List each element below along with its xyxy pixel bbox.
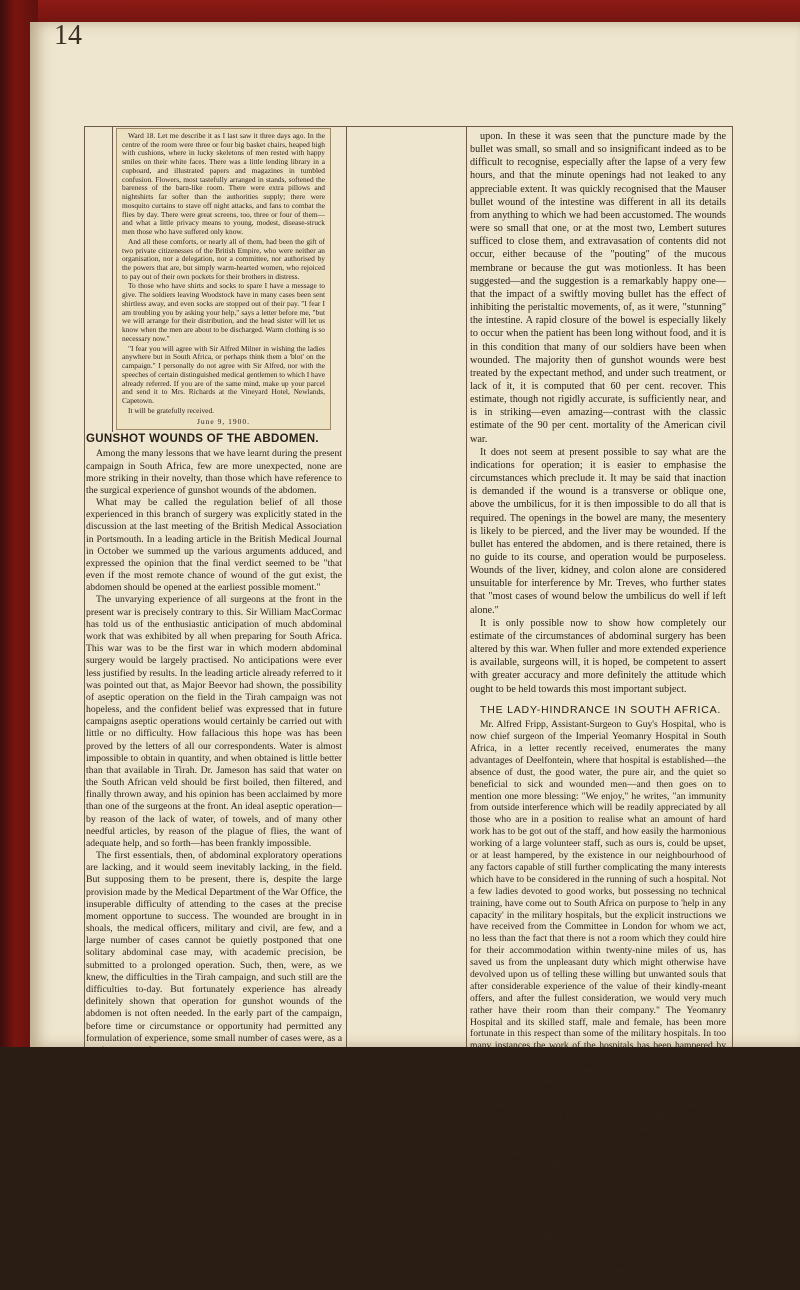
center-rule (346, 126, 347, 1047)
article-paragraph-2: What may be called the regulation belief of all those experienced in this branch of surgery was explicitly stated in the discussion at the last meeting of the British Medical Association in Portsmouth. In a leading article in the British Medical Journal in October we summed up the various arguments adduced, and expressed the opinion that the final verdict seemed to be "that even if the most remote chance of wound of the gut exist, the abdomen should be opened at the earliest possible moment." (86, 497, 342, 594)
page-number: 14 (54, 20, 82, 51)
continuation-paragraph-2: It does not seem at present possible to say what are the indications for operation; it is easier to emphasise the circumstances which preclude it. It may be said that inaction is demanded if the wound is a transverse or oblique one, above the umbilicus, for it is then impossible to do all that is required. The openings in the bowel are many, the mesentery is likely to be pierced, and the liver may be wounded. If the bullet has entered the abdomen, and is there retained, there is no guide to its course, and operation would be purposeless. Wounds of the liver, kidney, and colon alone are considered unsuitable for interference by Mr. Treves, who further states that "most cases of wound below the umbilicus do well if left alone." (470, 446, 726, 616)
inset-paragraph-3: To those who have shirts and socks to spare I have a message to give. The soldiers leaving Woodstock have in many cases been sent shirtless away, and even socks are stopped out of their pay. "I fear I am troubling you by asking your help," says a letter before me, "but we will arrange for their distribution, and the head sister will let us know when the men are about to be discharged. Warm clothing is so necessary now." (122, 281, 325, 343)
top-rule (84, 126, 732, 127)
right-center-rule (466, 126, 467, 1047)
lady-hindrance-paragraph: Mr. Alfred Fripp, Assistant-Surgeon to Guy's Hospital, who is now chief surgeon of the Imperial Yeomanry Hospital in South Africa, in a letter recently received, enumerates the many advantages of Deelfontein, where that hospital is established—the absence of dust, the good water, the pure air, and the quiet so beneficial to sick and wounded men—and then goes on to mention one more blessing: "We enjoy," he writes, "an immunity from outside interference which will be readily appreciated by all those who are in a position to realise what an amount of hard work has to be got out of the staff, and how easily the harmonious working of a large volunteer staff, such as ours is, could be upset, or at least hampered, by the existence in our neighbourhood of any factors capable of still further complicating the many interests which have to be considered in the running of such a hospital. Not a few ladies devoted to good works, but possessing no technical training, have come out to South Africa on purpose to 'help in any capacity' in the military hospitals, but the explicit instructions we have received from the Committee in London for whom we act, no less than the fact that there is not a room which they could hire for their accommodation within twenty-nine miles of us, has saved us from the unpleasant duty which might otherwise have devolved upon us of telling these willing but unwanted souls that after considerable experience of the value of their kindly-meant offers, and after the fullest consideration, we would very much rather have their room than their company." The Yeomanry Hospital and its skilled staff, male and female, has been more fortunate in this respect than some of the military hospitals. In too many instances the work of the hospitals has been hampered by the incursions of ladies who, while eager to pose as Florence Nightingales, have failed to make themselves acquainted with the most elementary rules of good nursing, and have even refused to obey strict instructions issued in the interests of the patients. Defeated at Capetown and repulsed from Bloemfontein, this "monstrous regiment of women" is now, it would appear, finding its way back to this country, and is commencing a campaign of vengeance against the medical authorities who have had to discharge the disagreeable duty of telling them that they were hindrances and not helps. What success they may have in this new enterprise it is difficult to foresee, but it must be obvious to every man and woman possessed of the common sense which these ladies seem plentifully to lack that the extreme measures which it was found necessary to take would not have been put in force, and the official warning which Sir Alfred Milner issued would not have been promulgated, had it not been found absolutely necessary to take strong measures for the protection of the sick and wounded men in the hospitals, who have a right to expect that they shall be saved from the unsolicited attentions of fashionable ladies in search of a new sensation. (470, 719, 726, 1290)
article-gunshot-wounds (86, 432, 342, 1056)
article-paragraph-3: The unvarying experience of all surgeons at the front in the present war is precisely contrary to this. Sir William MacCormac has told us of the enthusiastic anticipation of much abdominal work that was exhibited by all when preparing for South Africa. This war was to be the first war in which modern abdominal surgery would be largely practised. No anticipations were ever less justified by results. In the leading article already referred to it was pointed out that, as Major Beevor had shown, the possibility of aseptic operation on the field in the Tirah campaign was not hopeless, and the confident belief was expressed that in future campaigns aseptic operations would certainly be carried out with little or no difficulty. How fallacious this hope was has been proved by the letters of all our correspondents. Water is almost impossible to obtain in quantity, and when obtained is little better than that available in Tirah. Dr. Jameson has said that water on the South African veld should be first boiled, then filtered, and finally thrown away, and his opinion has been acclaimed by more than one of the surgeons at the front. An ideal aseptic operation—by reason of the lack of water, of towels, and of many other needful articles, by reason of the plague of flies, the want of adequate help, and so forth—has been frankly impossible. (86, 594, 342, 849)
inset-paragraph-4: "I fear you will agree with Sir Alfred Milner in wishing the ladies anywhere but in South Africa, or perhaps think them a 'blot' on the campaign." I personally do not agree with Sir Alfred, nor with the speeches of certain distinguished medical gentlemen to which I have already referred. If you are of the same mind, make up your parcel and send it to Mrs. Richards at the Vineyard Hotel, Newlands, Capetown. (122, 343, 325, 406)
inset-paragraph-2: And all these comforts, or nearly all of them, had been the gift of two private citizenesses of the British Empire, who were neither an organisation, nor a delegation, nor a committee, nor authorised by the powers that are, but simply warm-hearted women, who rejoiced to pay out of their own pockets for their brothers in distress. (122, 236, 325, 281)
letter-excerpt (116, 128, 331, 430)
left-margin-rule (84, 126, 85, 1047)
inset-paragraph-5: It will be gratefully received. (128, 405, 214, 415)
article-heading: GUNSHOT WOUNDS OF THE ABDOMEN. (86, 433, 319, 445)
article-paragraph-1: Among the many lessons that we have learnt during the present campaign in South Africa, few are more unexpected, none are more striking in their novelty, than those which have reference to the surgical experience of gunshot wounds of the abdomen. (86, 448, 342, 496)
letter-date: June 9, 1900. (197, 416, 250, 426)
right-margin-rule (732, 126, 733, 1047)
inset-paragraph-1: Ward 18. Let me describe it as I last saw it three days ago. In the centre of the room were three or four big basket chairs, heaped high with cushions, where in lucky skeletons of men rested with happy smiles on their white faces. There was a little lending library in a cupboard, and illustrated papers and magazines in tumbled confusion. Flowers, most tastefully arranged in stands, softened the bareness of the barn-like room. There were extra pillows and nightshirts far softer than the authorities supply; there were mosquito curtains to stave off night attacks, and fans to combat the flies by day. There were great screens, too, three or four of them—and what a little privacy means to young, modest, disease-struck men those who have suffered only know. (122, 131, 325, 237)
lady-hindrance-heading: THE LADY-HINDRANCE IN SOUTH AFRICA. (480, 703, 722, 716)
center-rule-left (112, 126, 113, 432)
continuation-paragraph-3: It is only possible now to show how completely our estimate of the circumstances of abdominal surgery has been altered by this war. When fuller and more extended experience is available, surgeons will, it is hoped, be competent to assert with greater accuracy and more definitely the attitude which ought to be held towards this most important subject. (470, 617, 726, 695)
continuation-paragraph-1: upon. In these it was seen that the puncture made by the bullet was small, so small and so insignificant indeed as to be difficult to recognise, especially after the lapse of a very few hours, and that the minute openings had not leaked to any appreciable extent. It was quickly recognised that the Mauser bullet wound of the intestine was different in all its details from anything to which we had been accustomed. The wounds were so small that one, or at the most two, Lembert sutures sufficed to close them, and extravasation of contents did not occur, either because of the "pouting" of the mucous membrane or because the gut was motionless. It has been suggested—and the suggestion is a remarkably happy one—that the impact of a swiftly moving bullet has the effect of inhibiting the peristaltic movements, of, as it were, "stunning" the intestine. A rapid closure of the bowel is especially likely to occur when the patient has been long without food, and it is in this condition that many of our soldiers have been when wounded. The majority then of gunshot wounds were best treated by the expectant method, and under such treatment, or lack of it, it is computed that 60 per cent. recover. This estimate, though not rigidly accurate, is sufficiently near, and is in striking—even amazing—contrast with the classic estimate of the 90 per cent. mortality of the American civil war. (470, 131, 726, 445)
article-paragraph-4: The first essentials, then, of abdominal exploratory operations are lacking, and it would seem inevitably lacking, in the field. But supposing them to be present, there is, despite the large provision made by the Medical Department of the War Office, the insuperable difficulty of attending to the cases at the precise moment opportune to success. The wounded are brought in in shoals, the medical officers, military and civil, are few, and a large number of cases cannot be quietly postponed that one solitary abdominal case may, with academic precision, be submitted to a prolonged operation. Such, then, were, as we knew, the difficulties in the Tirah campaign, and such still are the difficulties to-day. But fortunately experience has already definitely shown that operation for gunshot wounds of the abdomen is not often needed. In the early part of the campaign, before time or circumstance or opportunity had permitted any formulation of experience, some small number of cases were, as a routine, operated (86, 850, 342, 1056)
right-column (470, 130, 726, 1290)
